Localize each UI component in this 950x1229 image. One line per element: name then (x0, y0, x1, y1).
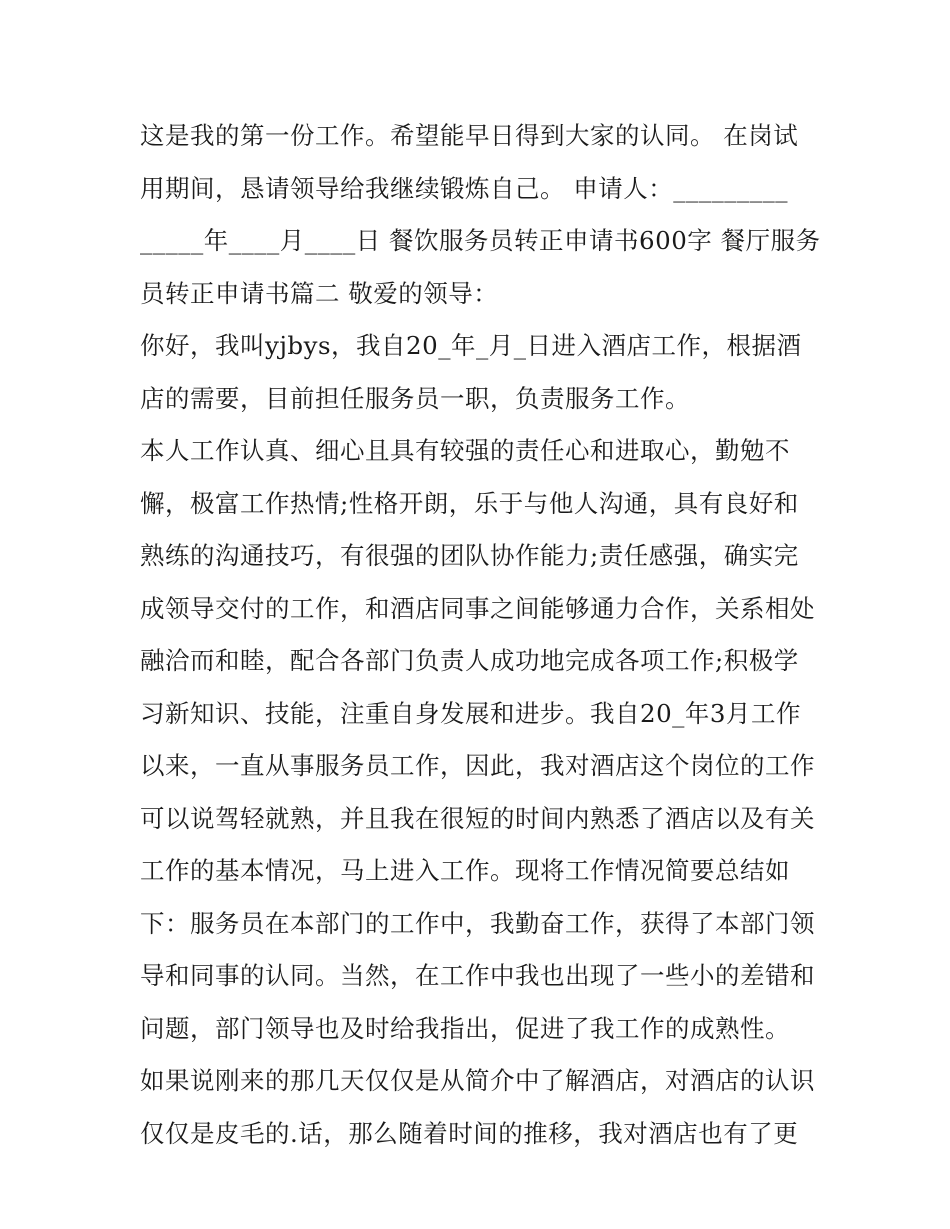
text-line: 导和同事的认同。当然，在工作中我也出现了一些小的差错和 (140, 961, 815, 990)
text-line: 本人工作认真、细心且具有较强的责任心和进取心，勤勉不 (140, 436, 790, 465)
text-line: 融洽而和睦，配合各部门负责人成功地完成各项工作;积极学 (140, 646, 799, 675)
text-line: 成领导交付的工作，和酒店同事之间能够通力合作，关系相处 (140, 593, 815, 623)
text-line: _____年____月____日 餐饮服务员转正申请书600字 餐厅服务 (140, 226, 821, 255)
text-line: 以来，一直从事服务员工作，因此，我对酒店这个岗位的工作 (140, 751, 815, 780)
text-line: 问题，部门领导也及时给我指出，促进了我工作的成熟性。 (140, 1013, 790, 1043)
text-line: 如果说刚来的那几天仅仅是从简介中了解酒店，对酒店的认识 (140, 1066, 815, 1095)
paragraph (140, 425, 820, 1055)
text-line: 下：服务员在本部门的工作中，我勤奋工作，获得了本部门领 (140, 908, 815, 938)
text-line: 熟练的沟通技巧，有很强的团队协作能力;责任感强，确实完 (140, 541, 799, 570)
text-line: 工作的基本情况，马上进入工作。现将工作情况简要总结如 (140, 856, 790, 885)
document-body (140, 110, 820, 1160)
text-line: 用期间，恳请领导给我继续锻炼自己。 申请人：_________ (140, 173, 789, 203)
text-line: 员转正申请书篇二 敬爱的领导： (140, 278, 499, 308)
text-line: 这是我的第一份工作。希望能早日得到大家的认同。 在岗试 (140, 121, 799, 150)
paragraph (140, 1055, 820, 1160)
paragraph (140, 320, 820, 425)
text-line: 可以说驾轻就熟，并且我在很短的时间内熟悉了酒店以及有关 (140, 803, 815, 833)
text-line: 仅仅是皮毛的.话，那么随着时间的推移，我对酒店也有了更 (140, 1118, 799, 1148)
text-line: 懈，极富工作热情;性格开朗，乐于与他人沟通，具有良好和 (140, 488, 799, 518)
text-line: 习新知识、技能，注重自身发展和进步。我自20_年3月工作 (140, 698, 802, 728)
text-line: 你好，我叫yjbys，我自20_年_月_日进入酒店工作，根据酒 (140, 331, 802, 360)
paragraph (140, 110, 820, 320)
text-line: 店的需要，目前担任服务员一职，负责服务工作。 (140, 383, 690, 413)
